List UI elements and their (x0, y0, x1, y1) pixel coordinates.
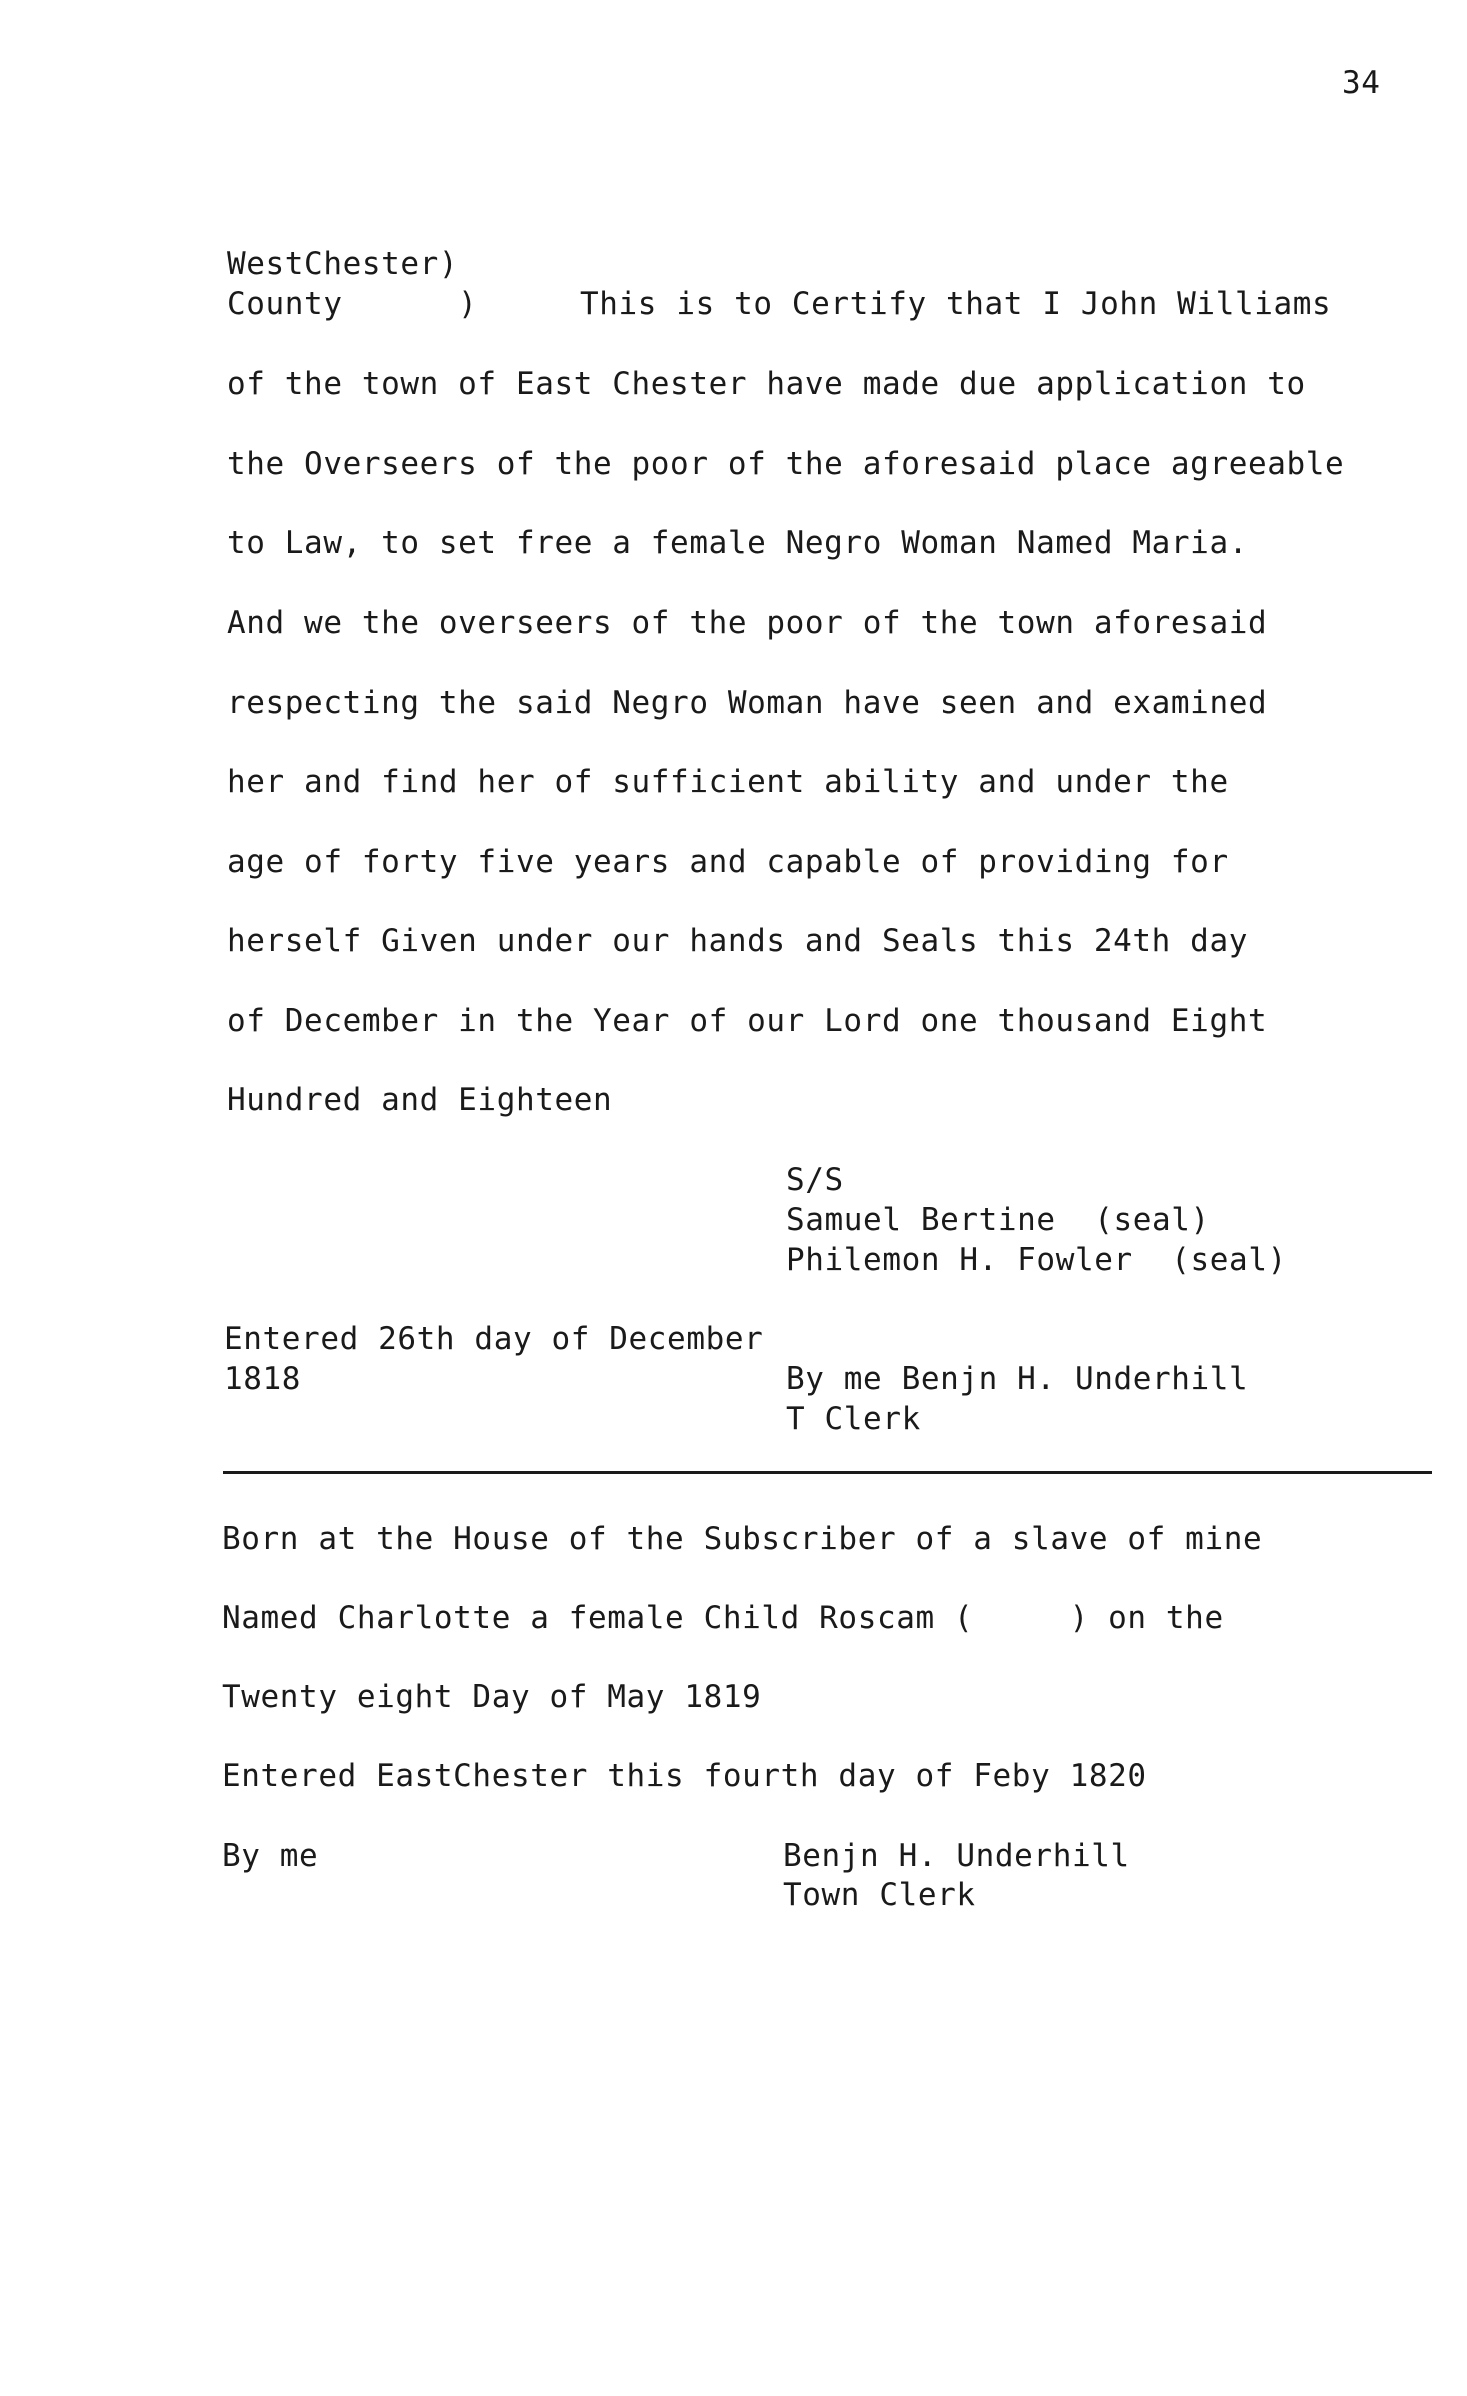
birth-record-clerk-line2: Town Clerk (783, 1877, 976, 1913)
certificate-line-6: her and find her of sufficient ability and under the (227, 764, 1229, 800)
certificate-header-text: This is to Certify that I John Williams (580, 286, 1332, 322)
birth-record-line-3: Twenty eight Day of May 1819 (222, 1679, 762, 1715)
birth-record-by-me: By me (222, 1838, 319, 1874)
certificate-line-4: And we the overseers of the poor of the town aforesaid (227, 605, 1268, 641)
birth-record-clerk-line1: Benjn H. Underhill (783, 1838, 1130, 1874)
certificate-line-10: Hundred and Eighteen (227, 1082, 613, 1118)
section-divider (223, 1471, 1432, 1474)
certificate-line-1: of the town of East Chester have made due application to (227, 366, 1306, 402)
certificate-line-3: to Law, to set free a female Negro Woman Named Maria. (227, 525, 1248, 561)
certificate-line-7: age of forty five years and capable of providing for (227, 844, 1229, 880)
clerk-signature-line2: T Clerk (786, 1401, 921, 1437)
certificate-header-county: County ) (227, 286, 478, 322)
certificate-line-8: herself Given under our hands and Seals this 24th day (227, 923, 1248, 959)
birth-record-line-1: Born at the House of the Subscriber of a slave of mine (222, 1521, 1263, 1557)
certificate-line-2: the Overseers of the poor of the aforesaid place agreeable (227, 446, 1345, 482)
certificate-line-5: respecting the said Negro Woman have seen and examined (227, 685, 1268, 721)
signatory-1: Samuel Bertine (seal) (786, 1202, 1210, 1238)
birth-record-line-4: Entered EastChester this fourth day of Feby 1820 (222, 1758, 1147, 1794)
certificate-line-9: of December in the Year of our Lord one thousand Eight (227, 1003, 1268, 1039)
certificate-header-line1: WestChester) (227, 246, 459, 282)
signature-marker: S/S (786, 1162, 844, 1198)
entered-date-line2: 1818 (224, 1361, 302, 1397)
birth-record-line-2: Named Charlotte a female Child Roscam ( ) on the (222, 1600, 1224, 1636)
clerk-signature-line1: By me Benjn H. Underhill (786, 1361, 1249, 1397)
entered-date-line1: Entered 26th day of December (224, 1321, 764, 1357)
page-number: 34 (1342, 65, 1381, 101)
signatory-2: Philemon H. Fowler (seal) (786, 1242, 1287, 1278)
